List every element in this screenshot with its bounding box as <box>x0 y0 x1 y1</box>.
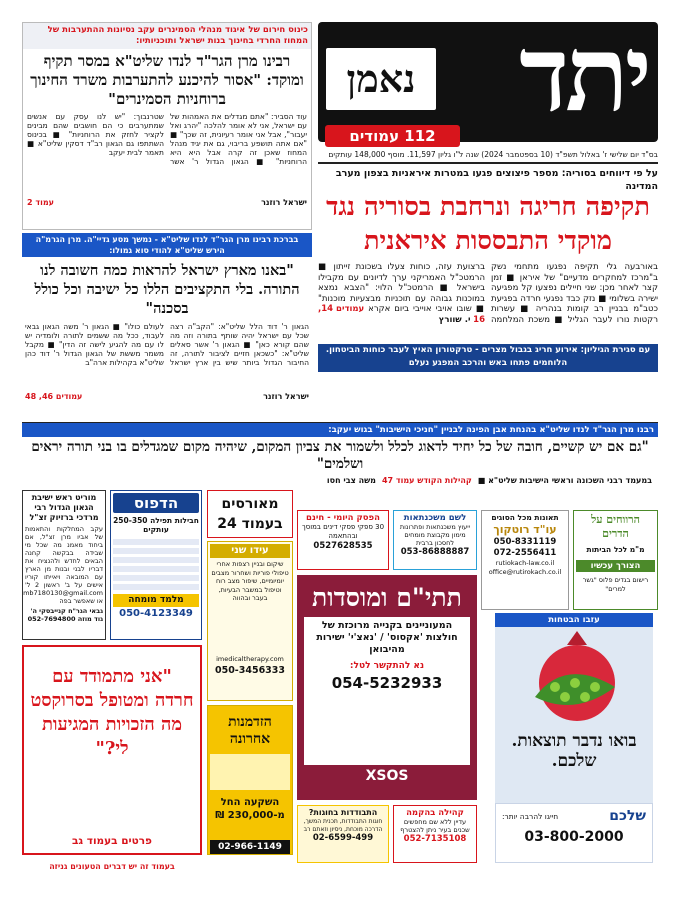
haaretz-note: הצורך עכשיו <box>576 560 655 572</box>
tatim-body: המעוניינים בקנייה מרוכזת של חולצות 'אקסוס' / 'נאצ'י' ישירות מהיבואן <box>316 620 458 655</box>
hadfus-title: הדפוס <box>113 493 199 513</box>
top-left-body-text: עוד הסביר: "אתם מגדלים את האמהות של עם ישראל, אני לא אומר להלכה "יהרג ואל יעבור", אבל אני אומר רעיונית, זה שכך" ■ "אם אתה תושפע בריבוי, גם את יגיד מנהל המחוז שאכן זה קרה אבל היא היא הרוחניות" ■ הגאון הגדול ר' אשר שטרנבוך: "יש לנו עסק עם אנשים שמתערבים כי הם חושבים שהם מבינים לקציר לחזק את הרוחניות" ■ בכינוס השתתפו גם הגאון רב"ד דסקין שליט"א ■ תאמר לבית יעקב <box>27 112 307 166</box>
last-minute-title: הזדמנות אחרונה <box>228 714 272 747</box>
genizah-note: בעמוד זה יש דברים הטעונים גניזה <box>49 862 175 871</box>
masthead-logo <box>318 22 658 142</box>
hadfus-details <box>113 538 199 590</box>
main-author: י. שוורץ <box>438 314 471 325</box>
left-banner[interactable] <box>22 645 202 855</box>
last-minute-phone[interactable]: 02-966-1149 <box>210 840 290 854</box>
lawyer-ad[interactable] <box>481 510 569 610</box>
shalem-top: עזבו הבטחות <box>495 613 653 627</box>
masthead-name-big: יתד <box>519 22 648 135</box>
haaretz-foot: רישום בגדים פלוס "גשר למרים" <box>582 576 649 593</box>
lawyer-mail[interactable]: office@rutirokach.co.il <box>488 568 562 576</box>
mashcanta-title: לשם משכנתאות <box>403 513 467 523</box>
hafsek-body: 30 ספקי פסקי דינים במוסך ובהתאמה <box>301 523 385 540</box>
lawyer-name: עו"ד רוטקוך <box>493 523 557 536</box>
hafsek-ad[interactable] <box>297 510 389 570</box>
left-banner-footer[interactable]: פרטים בעמוד גב <box>72 835 152 847</box>
pomegranate-illustration <box>495 627 653 727</box>
kehila-body: עדיין ללא שם מחפשים שכנים בעיר ניתן להצטרף <box>400 818 470 834</box>
left-banner-quote: "אני מתמודד עם חרדה ומטופל בסרוקסט מה הזכויות המגיעות לי?" <box>30 666 194 759</box>
hafsek-phone[interactable]: 0527628535 <box>313 541 373 551</box>
middle-left-article <box>22 233 312 421</box>
breaking-news-bar: עם סגירת הגיליון: אירוע חריג בגבול מצרים - טרקטורון האיץ לעבר כוחות הביטחון. הלוחמים פתחו באש והרכב המפגע נעלם <box>318 344 658 372</box>
mashcanta-body: ייעוץ משכנתאות ופתרונות מימון מקבוצת מומחים לחסכון ברבית <box>399 523 471 547</box>
tatim-title: תתי"ם ומוסדות <box>312 583 462 612</box>
tatim-call: נא להתקשר לטל: <box>349 661 425 671</box>
main-page-ref[interactable]: עמודים 14, 16 <box>318 304 485 325</box>
lower-sub: במעמד רבני השכונה וראשי הישיבות שליט"א ■ <box>477 476 652 485</box>
notice-title: מוריט ראש ישיבת הגאון הגדול רבי מרדכי ברזיוק זצ"ל <box>29 493 99 522</box>
middle-left-author: ישראל רוזנר <box>263 392 309 401</box>
top-left-headline: רבינו מרן הגר"ד לנדו שליט"א במסר תקיף ומוקד: "אסור להיכנע להתערבות משרד החינוך ברוחניות הסמינרים" <box>30 52 304 108</box>
last-minute-details <box>210 754 290 790</box>
hitbodedut-phone[interactable]: 02-6599-499 <box>312 833 374 843</box>
dateline: בס"ד יום שלישי ז' באלול תשפ"ד (10 בספטמבר 2024) שנה ל"ו גליון 11,597. מוסף 148,000 עותקים <box>328 150 658 159</box>
middle-left-page-ref[interactable]: עמודים 46, 48 <box>25 392 83 401</box>
hitbodedut-body: חוגות התבודדות, תכנית המשך, הדרכה מוכחת, ניסיון וזאתם רב <box>303 818 383 833</box>
top-left-author: ישראל רוזנר <box>261 198 307 207</box>
shalem-footer <box>495 803 653 863</box>
top-left-page-ref[interactable]: עמוד 2 <box>27 198 54 207</box>
shalem-brand: שלכם <box>609 808 646 824</box>
lawyer-phone-2[interactable]: 072-2556411 <box>493 548 557 558</box>
shalem-call: חייגו להרבה יותר: <box>502 811 559 821</box>
lower-headline: "גם אם יש קשיים, חובה של כל יחיד לדאוג לכלל ולשמור את צביון המקום, שיהיה מקום שמגדלים בו בני תורה יראים ושלמים" <box>31 439 649 472</box>
tatim-panel <box>304 617 470 765</box>
lower-page-ref[interactable]: קהילות הקודש עמוד 47 <box>381 476 472 485</box>
last-minute-ad[interactable] <box>207 705 293 855</box>
tatim-brand: XSOS <box>365 768 409 784</box>
middle-left-body <box>22 322 312 392</box>
iddo-web[interactable]: imedicaltherapy.com <box>216 655 284 663</box>
kehila-ad[interactable] <box>393 805 477 863</box>
lower-article <box>22 422 658 487</box>
hitbodedut-title: התבודדות בחוגות? <box>308 808 378 817</box>
hafsek-title: הפסק היומי - חינם <box>306 513 380 523</box>
main-body <box>318 262 658 340</box>
lawyer-web[interactable]: rutiokach-law.co.il <box>495 559 555 567</box>
middle-left-bar: בברכת רבינו מרן הגר"ד לנדו שליט"א - נמשך מסע גדיי"ה. מרן הגרמ"ה הירש שליט"א להודי סוא גמולו: <box>22 233 312 257</box>
notice-end: גבאי הגר"ח קנייבסקי ה' גוד מוזה 052-7694800 <box>27 607 103 623</box>
mashcanta-phone[interactable]: 053-86888887 <box>400 547 470 557</box>
shalem-ad[interactable] <box>495 613 653 803</box>
main-body-text: באורבעה גלי תקיפה נפגעו מתחמי נשק ב"מרכז למחקרים מדעיים" של איראן ■ זמן קצר לאחר מכן: שני חיילים נפצעו קל מפגיעה ישירה בשלומי ■ נזק כבד נפגעי חרדה בפגיעת כטב"מ בבניין רב קומות בנהריה ■ עשרות רקטות נורו לעבר הגליל ■ משכת המלחמה ברצועת עזה, כוחות צעלו בשכונת זייתון ■ הרמטכ"ל האמריקני ערך לדיונים עם מקבילו בישראל ■ הרמטכ"ל הלוי: "הצבא נמצא במוכנות גבוהה עם תוכניות מבצעיות מוכנות" ■ שובו אויבי אוייבי ביום אקרא <box>318 262 658 325</box>
middle-left-headline: "באנו מארץ ישראל להראות כמה חשובה לנו התורה. בלי התקציבים הללו כל ישיבה וכל כולל בסכנה" <box>34 262 300 317</box>
top-left-article <box>22 22 312 230</box>
haaretz-title: הרווחים על הדרים <box>591 513 640 540</box>
kehila-title: קהילה בהקמה <box>406 808 464 818</box>
notice-column <box>22 490 106 640</box>
tatim-ad[interactable] <box>297 575 477 800</box>
iddo-title: עידו שני <box>210 544 290 558</box>
maorsim-box[interactable]: מאורסים בעמוד 24 <box>207 490 293 538</box>
notice-body: עקב המחלקות והתאמות של אביו מרן זצ"ל, אם ביחוד מאמנ מה שכל מי שבידה בבקשה קחנה הבאים לחדש ולהנציח את דבריו לבני ובנות מן הארץ עם המובאה ויאייתו קוריו אישים על ב' ראשון 2 ל' mb7180130@gmail.com או שאפשר בפה <box>23 525 103 605</box>
iddo-phone[interactable]: 050-3456333 <box>214 665 286 676</box>
pages-badge: 112 עמודים <box>325 125 460 147</box>
main-kicker: על פי דיווחים בסוריה: מספר פיצוצים פגעו במטרות איראניות בצפון מערב המדינה <box>335 168 658 192</box>
hadfus-phone[interactable]: 050-4123349 <box>119 608 193 619</box>
hadfus-sub: חבילות תפילה 250-350 עותקים <box>113 516 199 534</box>
haaretz-sub: מ"מ לכל הביתות <box>586 545 645 554</box>
lawyer-title: תאונות מכל הסוגים <box>491 513 559 522</box>
shalem-quote: בואו נדבר תוצאות. שלכם. <box>511 731 637 771</box>
haaretz-ad[interactable] <box>573 510 658 610</box>
hitbodedut-ad[interactable] <box>297 805 389 863</box>
shalem-phone[interactable]: 03-800-2000 <box>524 829 624 845</box>
tatim-phone[interactable]: 054-5232933 <box>331 674 443 692</box>
main-headline: תקיפה חריגה ונרחבת בסוריה נגד מוקדי התבססות איראנית <box>326 192 650 256</box>
middle-left-body-text: הגאון ר' דוד הלל שליט"א: "הקב"ה רצה שכל עם ישראל יהיה שותף בתורה וזה מה שהם קורא כאן" ■ הגאון ר' אשר סאלים שליט"א: "כשכאן חזיים לציבור לתורה, זה החיבור הגדול ביותר שיש בין ארץ ישראל לעולם כולו" ■ הגאון ר' משה הגאון גבאי לעבוד, ככל מה ששמים לתורה ולומדיה יש לו עם מה להגיע לישה זה הדין" ■ מקבל משמר מששת של הגאון הגדול ר' דוד כהן שליט"א בקהילות ארה"ב <box>25 322 309 367</box>
hadfus-ad[interactable] <box>110 490 202 640</box>
top-left-kicker: כינוס חירום של איגוד מנהלי הסמינרים עקב נסיונות ההתערבות של המחוז החרדי בחינוך בנות ישראל ותוכניותיו: <box>23 23 311 49</box>
top-left-body <box>23 112 311 198</box>
kehila-phone[interactable]: 052-7135108 <box>403 834 467 844</box>
lower-author: משה צבי חסו <box>326 476 376 485</box>
lawyer-phone-1[interactable]: 050-8331119 <box>493 537 557 547</box>
mashcanta-ad[interactable] <box>393 510 477 570</box>
iddo-ad[interactable] <box>207 541 293 701</box>
lower-bar: רבנו מרן הגר"ד לנדו שליט"א בהנחת אבן הפינה לבניין "חניכי הישיבות" בגוש יעקב: <box>22 423 658 437</box>
iddo-body: שיקום ובניין רצפות אחרי טיפולי פוריות ושחרור מצבים יומיומיים, שיפור מצב רוח וטיפול במשבר הבעיות, בעבר ובהווה <box>211 560 289 602</box>
last-minute-sub: השקעה החל מ-230,000 ₪ <box>215 797 285 821</box>
masthead-name-small: נאמן <box>326 48 436 110</box>
hadfus-note: מלמד מומחה <box>113 594 199 607</box>
